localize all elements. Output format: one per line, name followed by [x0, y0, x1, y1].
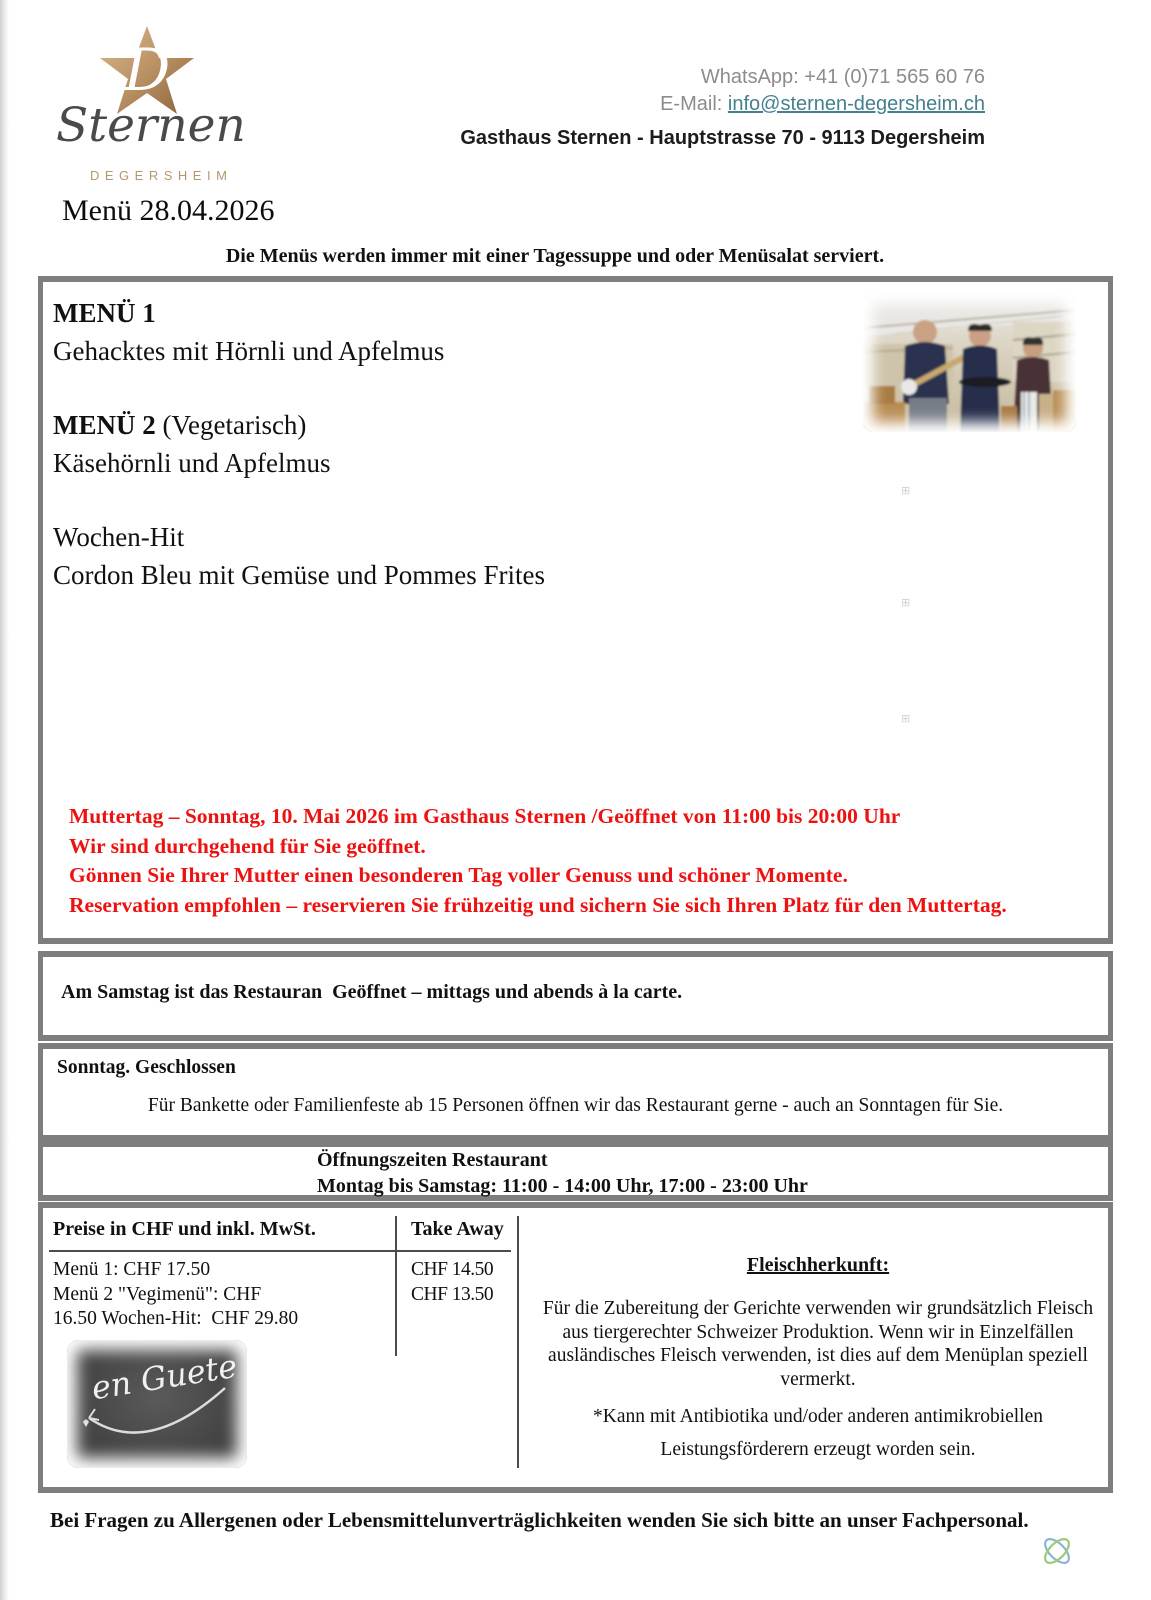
page-title: Menü 28.04.2026 — [62, 194, 275, 227]
menu1-label: MENÜ 1 — [53, 298, 156, 328]
scan-edge-shadow — [0, 0, 9, 1600]
en-guete-text: en Guete — [88, 1346, 240, 1408]
takeaway-header: Take Away — [411, 1218, 504, 1240]
meat-origin-note1: *Kann mit Antibiotika und/oder anderen antimikrobiellen — [592, 1406, 1044, 1427]
allergen-footer: Bei Fragen zu Allergenen oder Lebensmittelunverträglichkeiten wenden Sie sich bitte an unser Fachpersonal. — [50, 1508, 1029, 1532]
hours-box — [38, 1141, 1113, 1201]
prices-box — [38, 1202, 1113, 1493]
menu2-suffix: (Vegetarisch) — [155, 410, 307, 440]
weekhit-dish: Cordon Bleu mit Gemüse und Pommes Frites — [53, 560, 545, 590]
price-row: 16.50 Wochen-Hit: CHF 29.80 — [53, 1308, 299, 1329]
whatsapp-line: WhatsApp: +41 (0)71 565 60 76 — [700, 66, 985, 88]
price-row: Menü 2 "Vegimenü": CHF — [53, 1283, 262, 1305]
takeaway-price-row: CHF 13.50 — [411, 1283, 494, 1305]
en-guete-image — [67, 1340, 247, 1468]
menu2-dish: Käsehörnli und Apfelmus — [53, 448, 331, 478]
saturday-box — [38, 951, 1113, 1041]
price-list — [53, 1258, 298, 1332]
promo-line: Gönnen Sie Ihrer Mutter einen besonderen Tag voller Genuss und schöner Momente. — [69, 863, 848, 887]
takeaway-price-list — [411, 1258, 493, 1307]
email-link[interactable]: info@sternen-degersheim.ch — [727, 93, 985, 115]
email-label: E-Mail: — [660, 93, 728, 115]
price-row: Menü 1: CHF 17.50 — [53, 1259, 211, 1280]
address-line: Gasthaus Sternen - Hauptstrasse 70 - 9113 Degersheim — [460, 127, 985, 149]
prices-divider-horizontal — [49, 1250, 511, 1252]
hours-title: Öffnungszeiten Restaurant — [317, 1149, 548, 1171]
promo-line: Reservation empfohlen – reservieren Sie frühzeitig und sichern Sie sich Ihren Platz für den Muttertag. — [69, 892, 1007, 917]
takeaway-divider-vertical — [517, 1216, 519, 1468]
meat-origin-section — [533, 1220, 1103, 1461]
brand-monogram: D — [123, 36, 171, 104]
top-note: Die Menüs werden immer mit einer Tagessuppe und oder Menüsalat serviert. — [225, 245, 885, 267]
prices-divider-vertical — [395, 1216, 397, 1356]
weekhit-label: Wochen-Hit — [53, 522, 185, 552]
menu2-label: MENÜ 2 — [53, 410, 156, 440]
meat-origin-paragraph: Für die Zubereitung der Gerichte verwenden wir grundsätzlich Fleisch aus tiergerechter Schweizer Produktion. Wenn wir in Einzelfällen ausländisches Fleisch verwenden, ist dies auf dem Menüplan speziell vermerkt. — [542, 1298, 1094, 1390]
promo-line: Muttertag – Sonntag, 10. Mai 2026 im Gasthaus Sternen /Geöffnet von 11:00 bis 20:00 Uhr — [69, 804, 901, 828]
menu1-dish: Gehacktes mit Hörnli und Apfelmus — [53, 336, 445, 366]
sunday-box — [38, 1043, 1113, 1141]
anchor-icon: ⊞ — [901, 712, 911, 725]
flower-icon — [1038, 1532, 1076, 1570]
email-line — [660, 93, 985, 116]
brand-name: Sternen — [56, 98, 246, 153]
meat-origin-title: Fleischherkunft: — [746, 1254, 890, 1276]
smile-arrow-icon — [67, 1340, 247, 1468]
takeaway-price-row: CHF 14.50 — [411, 1259, 494, 1280]
menu-box — [38, 276, 1113, 944]
meat-origin-note2: Leistungsförderern erzeugt worden sein. — [660, 1439, 976, 1460]
staff-photo — [863, 294, 1076, 432]
anchor-icon: ⊞ — [901, 484, 911, 497]
sunday-note: Für Bankette oder Familienfeste ab 15 Personen öffnen wir das Restaurant gerne - auch an Sonntagen für Sie. — [147, 1095, 1004, 1116]
sunday-title: Sonntag. Geschlossen — [57, 1057, 236, 1078]
muttertag-promo — [69, 802, 1007, 920]
saturday-line: Am Samstag ist das Restauran Geöffnet – mittags und abends à la carte. — [61, 981, 683, 1003]
anchor-icon: ⊞ — [901, 596, 911, 609]
prices-header: Preise in CHF und inkl. MwSt. — [53, 1218, 316, 1240]
hours-line: Montag bis Samstag: 11:00 - 14:00 Uhr, 17:00 - 23:00 Uhr — [317, 1175, 808, 1197]
promo-line: Wir sind durchgehend für Sie geöffnet. — [69, 833, 426, 858]
brand-city: DEGERSHEIM — [90, 168, 233, 183]
menu2-line — [53, 410, 306, 441]
